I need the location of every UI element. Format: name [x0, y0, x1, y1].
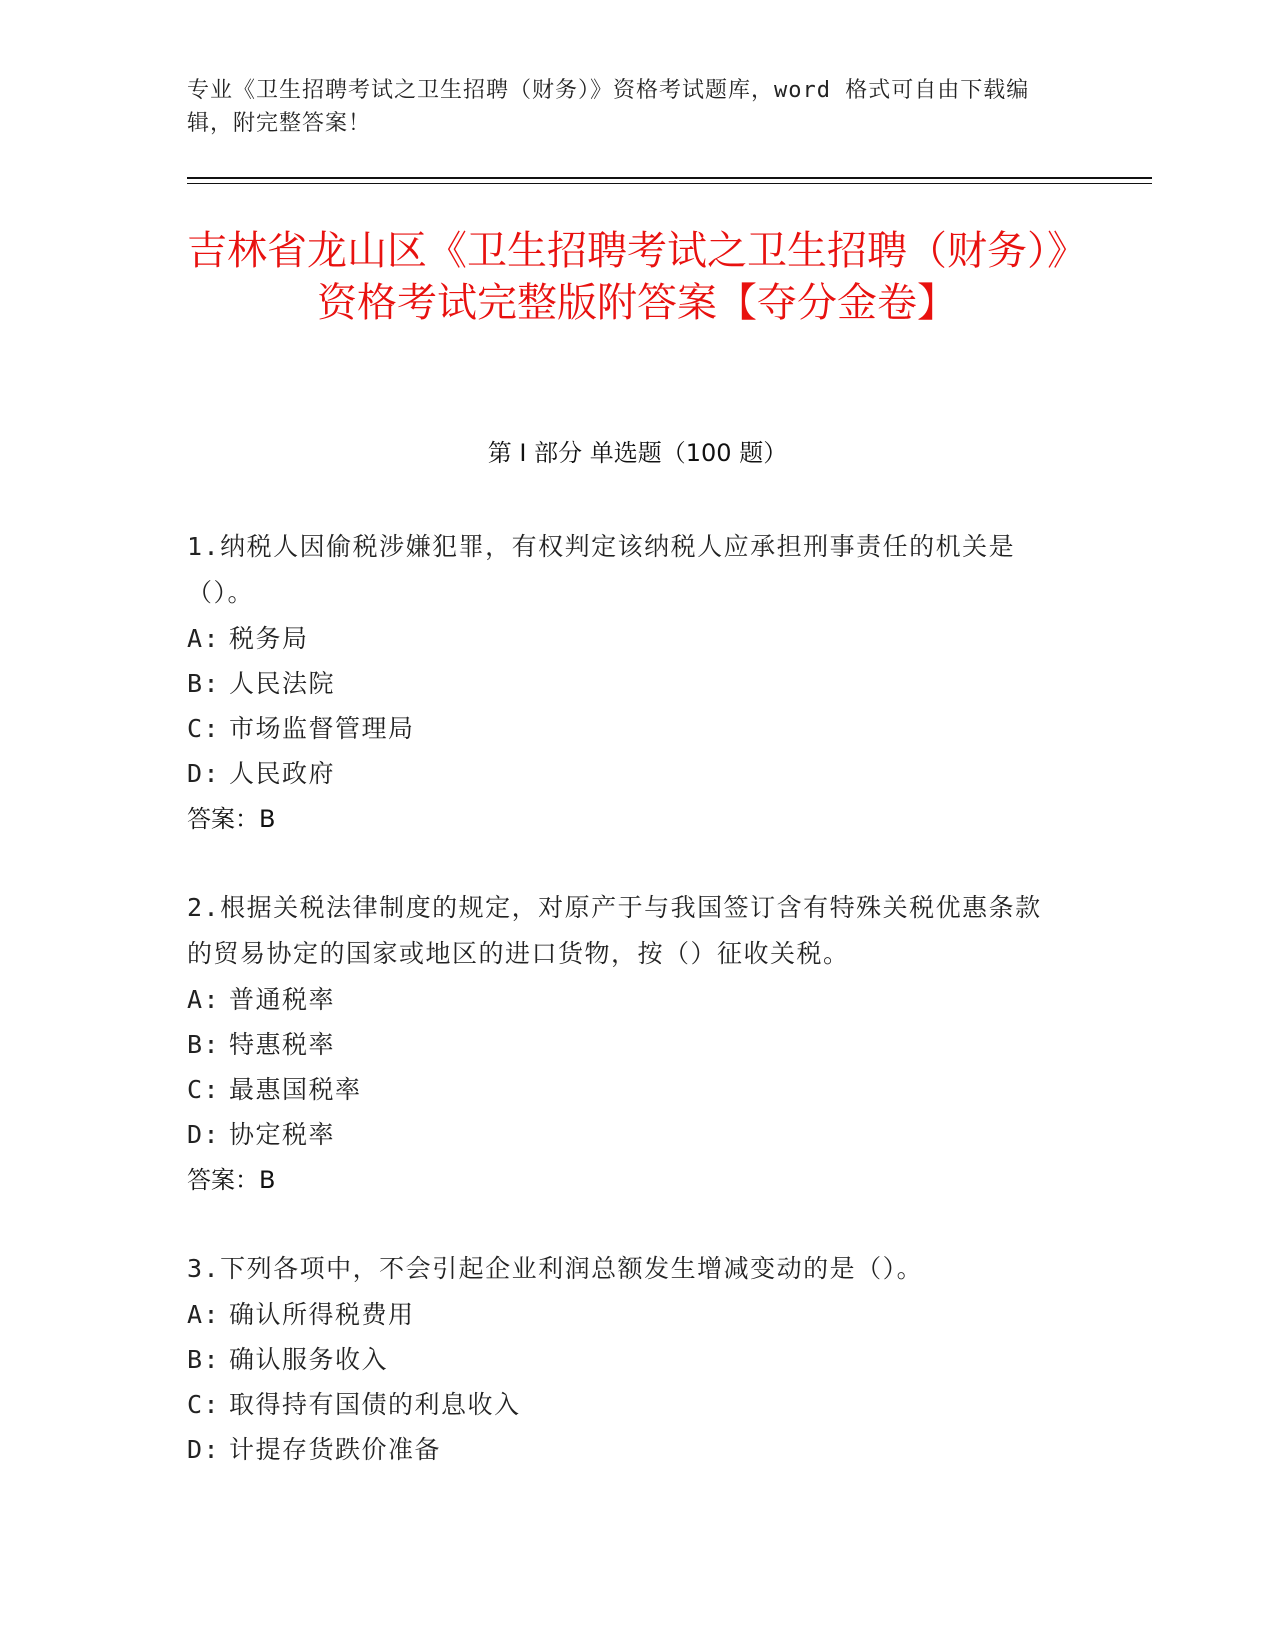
section-heading: 第 I 部分 单选题（100 题）: [487, 439, 788, 467]
question-1: [187, 524, 1067, 842]
option-key: A:: [187, 624, 221, 653]
answer-value: B: [259, 1166, 276, 1194]
option-b: [187, 661, 1067, 706]
option-a: [187, 977, 1067, 1022]
answer-value: B: [259, 805, 276, 833]
option-a: [187, 1292, 1067, 1337]
option-d: [187, 1427, 1067, 1472]
option-text: 取得持有国债的利息收入: [229, 1390, 521, 1419]
option-c: [187, 1067, 1067, 1112]
option-text: 特惠税率: [229, 1030, 336, 1059]
option-c: [187, 706, 1067, 751]
option-text: 人民法院: [229, 669, 336, 698]
option-d: [187, 751, 1067, 796]
option-key: D:: [187, 1435, 221, 1464]
option-c: [187, 1382, 1067, 1427]
option-key: B:: [187, 1345, 221, 1374]
question-stem: 3.下列各项中，不会引起企业利润总额发生增减变动的是（）。: [187, 1254, 924, 1283]
option-key: D:: [187, 1120, 221, 1149]
header-note: 专业《卫生招聘考试之卫生招聘（财务）》资格考试题库，word 格式可自由下载编辑，附完整答案！: [187, 78, 1030, 136]
option-text: 确认服务收入: [229, 1345, 389, 1374]
option-key: C:: [187, 1075, 221, 1104]
question-3: [187, 1246, 1067, 1472]
option-text: 市场监督管理局: [229, 714, 415, 743]
header-rule-thick: [187, 177, 1152, 179]
answer-label: 答案：: [187, 1166, 259, 1194]
option-text: 人民政府: [229, 759, 336, 788]
question-stem: 1.纳税人因偷税涉嫌犯罪，有权判定该纳税人应承担刑事责任的机关是（）。: [187, 532, 1016, 607]
option-a: [187, 616, 1067, 661]
document-title: 吉林省龙山区《卫生招聘考试之卫生招聘（财务）》资格考试完整版附答案【夺分金卷】: [187, 228, 1087, 326]
answer-label: 答案：: [187, 805, 259, 833]
question-2: [187, 885, 1067, 1203]
answer-line: [187, 796, 1067, 842]
option-text: 最惠国税率: [229, 1075, 362, 1104]
question-stem: 2.根据关税法律制度的规定，对原产于与我国签订含有特殊关税优惠条款的贸易协定的国家或地区的进口货物，按（）征收关税。: [187, 893, 1042, 968]
option-d: [187, 1112, 1067, 1157]
option-b: [187, 1022, 1067, 1067]
option-key: A:: [187, 1300, 221, 1329]
option-key: A:: [187, 985, 221, 1014]
option-text: 计提存货跌价准备: [229, 1435, 442, 1464]
option-text: 协定税率: [229, 1120, 336, 1149]
option-key: B:: [187, 669, 221, 698]
option-key: C:: [187, 1390, 221, 1419]
option-text: 税务局: [229, 624, 309, 653]
option-key: C:: [187, 714, 221, 743]
answer-line: [187, 1157, 1067, 1203]
option-text: 确认所得税费用: [229, 1300, 415, 1329]
option-key: B:: [187, 1030, 221, 1059]
option-key: D:: [187, 759, 221, 788]
option-text: 普通税率: [229, 985, 336, 1014]
header-rule-thin: [187, 183, 1152, 184]
option-b: [187, 1337, 1067, 1382]
